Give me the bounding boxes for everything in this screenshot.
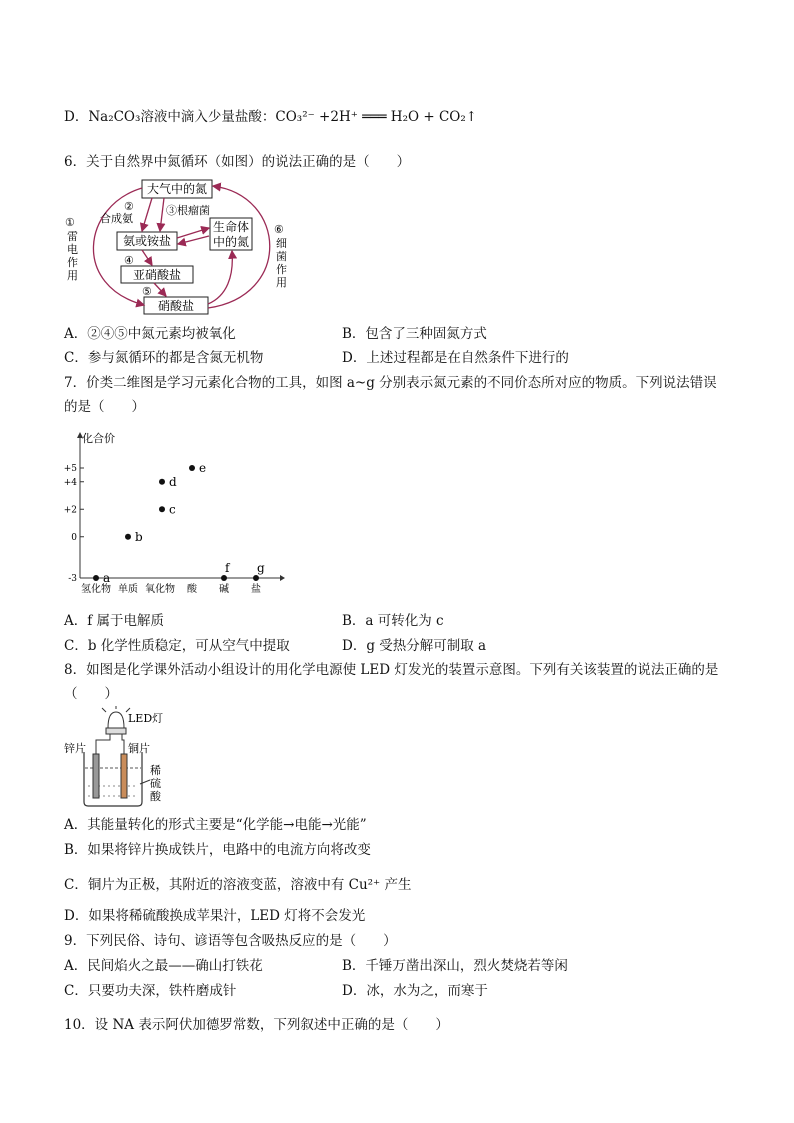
data-point-label-b: b bbox=[135, 529, 143, 544]
q7-stem-line1: 7．价类二维图是学习元素化合物的工具，如图 a~g 分别表示氮元素的不同价态所对应的物质。下列说法错误 bbox=[64, 375, 717, 391]
label-process-6-c3: 作 bbox=[276, 263, 287, 276]
arrow-4 bbox=[142, 250, 152, 265]
data-point-label-e: e bbox=[199, 461, 207, 475]
label-bio2: 中的氮 bbox=[212, 235, 250, 249]
data-point-label-d: d bbox=[169, 474, 177, 489]
label-acid-c2: 硫 bbox=[150, 777, 161, 790]
label-process-2: ② bbox=[124, 200, 134, 213]
label-process-6-c4: 用 bbox=[276, 276, 287, 289]
q6-option-c: C．参与氮循环的都是含氮无机物 bbox=[64, 350, 264, 366]
x-tick-label: 盐 bbox=[251, 584, 261, 595]
label-acid-c1: 稀 bbox=[150, 764, 161, 777]
q7-option-b: B．a 可转化为 c bbox=[342, 613, 444, 629]
label-acid-c3: 酸 bbox=[150, 790, 161, 803]
q7-option-c: C．b 化学性质稳定，可从空气中提取 bbox=[64, 638, 290, 654]
x-tick-label: 氢化物 bbox=[81, 584, 111, 595]
galvanic-cell-diagram bbox=[62, 706, 172, 810]
data-point-c bbox=[159, 506, 165, 512]
label-process-4: ④ bbox=[124, 254, 134, 267]
q7-option-d: D．g 受热分解可制取 a bbox=[342, 638, 487, 654]
q5-option-d bbox=[64, 108, 477, 126]
label-process-6-c2: 菌 bbox=[276, 250, 287, 263]
label-process-1-c3: 作 bbox=[67, 256, 78, 269]
q9-option-c: C．只要功夫深，铁杵磨成针 bbox=[64, 983, 237, 999]
arrow-3 bbox=[160, 198, 164, 231]
data-point-b bbox=[125, 534, 131, 540]
x-tick-label: 碱 bbox=[219, 584, 229, 595]
q6-option-a: A．②④⑤中氮元素均被氧化 bbox=[64, 326, 236, 342]
q8-option-c: C．铜片为正极，其附近的溶液变蓝，溶液中有 Cu²⁺ 产生 bbox=[64, 877, 412, 893]
q8-option-b: B．如果将锌片换成铁片，电路中的电流方向将改变 bbox=[64, 842, 371, 858]
data-point-f bbox=[221, 575, 227, 581]
q5-option-d-label: D． bbox=[64, 109, 89, 125]
label-process-3: ③根瘤菌 bbox=[166, 204, 210, 217]
q7-option-a: A．f 属于电解质 bbox=[64, 613, 165, 629]
label-process-1-c2: 电 bbox=[67, 243, 78, 256]
label-n2: 大气中的氮 bbox=[146, 182, 208, 196]
q5-option-d-text: Na₂CO₃溶液中滴入少量盐酸：CO₃²⁻ +2H⁺ ═══ H₂O + CO₂↑ bbox=[88, 109, 478, 125]
x-tick-label: 氧化物 bbox=[145, 584, 175, 595]
q8-stem-line2: （ ） bbox=[64, 686, 118, 702]
y-axis-label: 化合价 bbox=[82, 432, 115, 445]
x-tick-label: 酸 bbox=[187, 584, 197, 595]
arrow-2 bbox=[142, 198, 152, 231]
label-process-1-c1: 雷 bbox=[67, 230, 78, 243]
data-point-label-c: c bbox=[169, 502, 176, 517]
y-tick-label: +5 bbox=[63, 464, 77, 474]
label-nh3: 氨或铵盐 bbox=[122, 234, 172, 248]
led-rays bbox=[102, 706, 130, 712]
q10-stem: 10．设 NA 表示阿伏加德罗常数，下列叙述中正确的是（ ） bbox=[64, 1017, 449, 1033]
data-point-label-a: a bbox=[103, 571, 111, 585]
data-point-label-g: g bbox=[257, 561, 265, 575]
q9-option-a: A．民间焰火之最——确山打铁花 bbox=[64, 958, 263, 974]
q6-option-b: B．包含了三种固氮方式 bbox=[342, 326, 487, 342]
valence-class-chart bbox=[62, 428, 286, 598]
wire-left bbox=[96, 734, 110, 754]
arrow-nh3-bio bbox=[177, 228, 209, 238]
label-nitrate: 硝酸盐 bbox=[157, 299, 195, 313]
q6-option-d: D．上述过程都是在自然条件下进行的 bbox=[342, 350, 569, 366]
x-tick-label: 单质 bbox=[118, 584, 138, 595]
wire-right bbox=[122, 734, 124, 754]
label-process-1: ① bbox=[65, 216, 75, 229]
q8-option-d: D．如果将稀硫酸换成苹果汁，LED 灯将不会发光 bbox=[64, 908, 366, 924]
led-base bbox=[106, 728, 126, 734]
label-led: LED灯 bbox=[128, 712, 164, 725]
q6-stem: 6．关于自然界中氮循环（如图）的说法正确的是（ ） bbox=[64, 154, 411, 170]
x-axis-arrow bbox=[280, 575, 285, 581]
data-point-e bbox=[189, 465, 195, 471]
arrow-nitrate-bio bbox=[208, 251, 232, 304]
label-process-6-c1: 细 bbox=[276, 237, 287, 250]
nitrogen-cycle-diagram bbox=[62, 176, 302, 318]
q9-option-b: B．千锤万凿出深山，烈火焚烧若等闲 bbox=[342, 958, 568, 974]
label-process-1-c4: 用 bbox=[67, 269, 78, 282]
led-bulb bbox=[108, 712, 124, 728]
label-zinc: 锌片 bbox=[64, 742, 86, 755]
data-point-d bbox=[159, 479, 165, 485]
arrow-5 bbox=[154, 283, 166, 296]
q9-option-d: D．冰，水为之，而寒于 bbox=[342, 983, 488, 999]
y-tick-label: 0 bbox=[71, 532, 77, 543]
y-tick-label: -3 bbox=[68, 574, 77, 584]
data-point-label-f: f bbox=[225, 561, 230, 575]
label-process-6: ⑥ bbox=[274, 223, 284, 236]
copper-electrode bbox=[121, 754, 127, 798]
data-point-a bbox=[93, 575, 99, 581]
label-process-5: ⑤ bbox=[142, 285, 152, 298]
q8-stem-line1: 8．如图是化学课外活动小组设计的用化学电源使 LED 灯发光的装置示意图。下列有关该装置的说法正确的是 bbox=[64, 662, 719, 678]
label-nitrite: 亚硝酸盐 bbox=[132, 268, 182, 282]
q9-stem: 9．下列民俗、诗句、谚语等包含吸热反应的是（ ） bbox=[64, 933, 397, 949]
y-tick-label: +4 bbox=[63, 477, 77, 488]
arrow-bio-nh3 bbox=[178, 236, 209, 244]
label-process-2-text: 合成氨 bbox=[100, 212, 133, 225]
data-point-g bbox=[253, 575, 259, 581]
y-tick-label: +2 bbox=[63, 505, 77, 516]
q8-option-a: A．其能量转化的形式主要是“化学能→电能→光能” bbox=[64, 817, 367, 833]
label-bio1: 生命体 bbox=[212, 220, 250, 234]
zinc-electrode bbox=[93, 754, 99, 798]
q7-stem-line2: 的是（ ） bbox=[64, 399, 145, 415]
label-copper: 铜片 bbox=[128, 742, 150, 755]
